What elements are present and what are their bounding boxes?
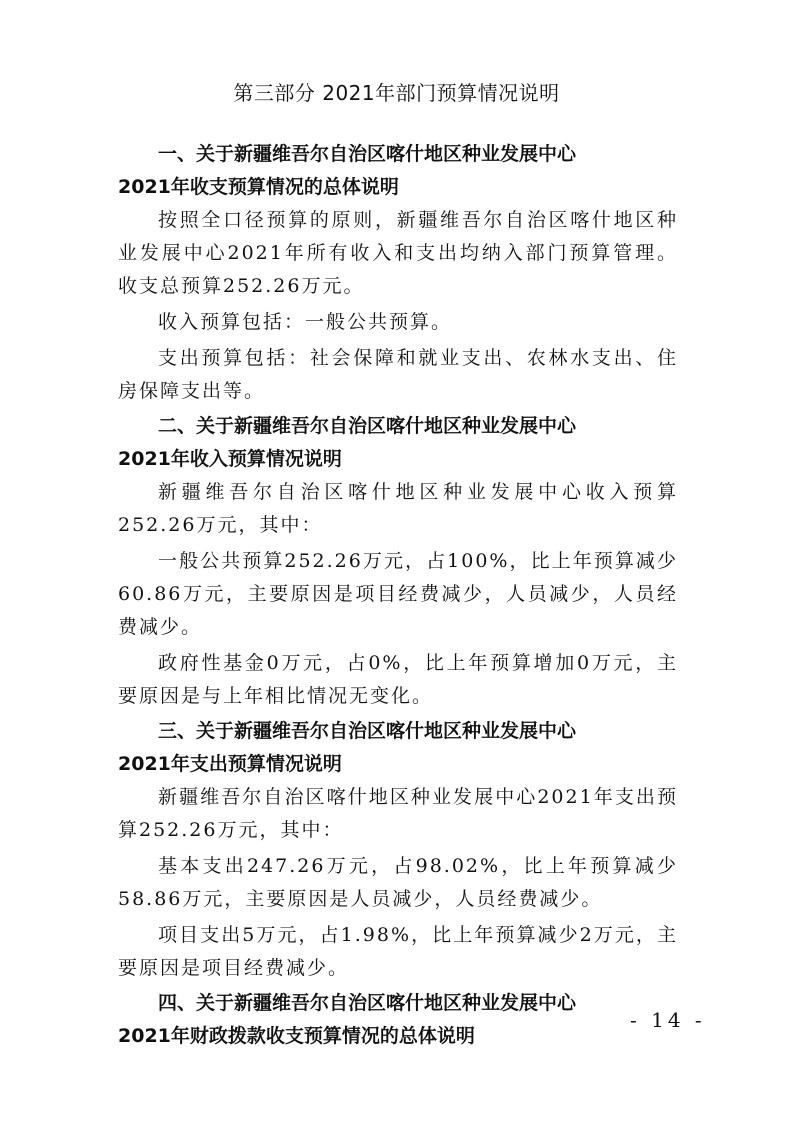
paragraph: 项目支出5万元，占1.98%，比上年预算减少2万元，主要原因是项目经费减少。 [118, 924, 678, 979]
section-heading-1 [118, 138, 678, 204]
section-heading-4 [118, 987, 678, 1053]
section-heading-line2: 2021年收支预算情况的总体说明 [118, 176, 399, 198]
paragraph: 收入预算包括：一般公共预算。 [158, 311, 453, 333]
paragraph: 基本支出247.26万元，占98.02%，比上年预算减少58.86万元，主要原因是人员减少，人员经费减少。 [118, 855, 678, 910]
section-heading-line2: 2021年财政拨款收支预算情况的总体说明 [118, 1025, 475, 1047]
section-heading-3 [118, 715, 678, 781]
section-heading-line1: 三、关于新疆维吾尔自治区喀什地区种业发展中心 [158, 720, 577, 742]
section-heading-line1: 一、关于新疆维吾尔自治区喀什地区种业发展中心 [158, 143, 577, 165]
page-number: - 14 - [630, 1008, 706, 1032]
section-heading-line2: 2021年收入预算情况说明 [118, 448, 342, 470]
paragraph: 支出预算包括：社会保障和就业支出、农林水支出、住房保障支出等。 [118, 347, 678, 402]
document-body [118, 138, 678, 1053]
paragraph: 政府性基金0万元，占0%，比上年预算增加0万元，主要原因是与上年相比情况无变化。 [118, 652, 678, 707]
page-title: 第三部分 2021年部门预算情况说明 [233, 81, 560, 105]
section-heading-line2: 2021年支出预算情况说明 [118, 753, 342, 775]
paragraph: 新疆维吾尔自治区喀什地区种业发展中心2021年支出预算252.26万元，其中： [118, 786, 678, 841]
paragraph: 新疆维吾尔自治区喀什地区种业发展中心收入预算252.26万元，其中： [118, 481, 678, 536]
paragraph: 按照全口径预算的原则，新疆维吾尔自治区喀什地区种业发展中心2021年所有收入和支出均纳入部门预算管理。收支总预算252.26万元。 [118, 209, 678, 297]
section-heading-line1: 二、关于新疆维吾尔自治区喀什地区种业发展中心 [158, 415, 577, 437]
section-heading-2 [118, 410, 678, 476]
paragraph: 一般公共预算252.26万元，占100%，比上年预算减少60.86万元，主要原因是项目经费减少，人员减少，人员经费减少。 [118, 550, 678, 638]
section-heading-line1: 四、关于新疆维吾尔自治区喀什地区种业发展中心 [158, 992, 577, 1014]
